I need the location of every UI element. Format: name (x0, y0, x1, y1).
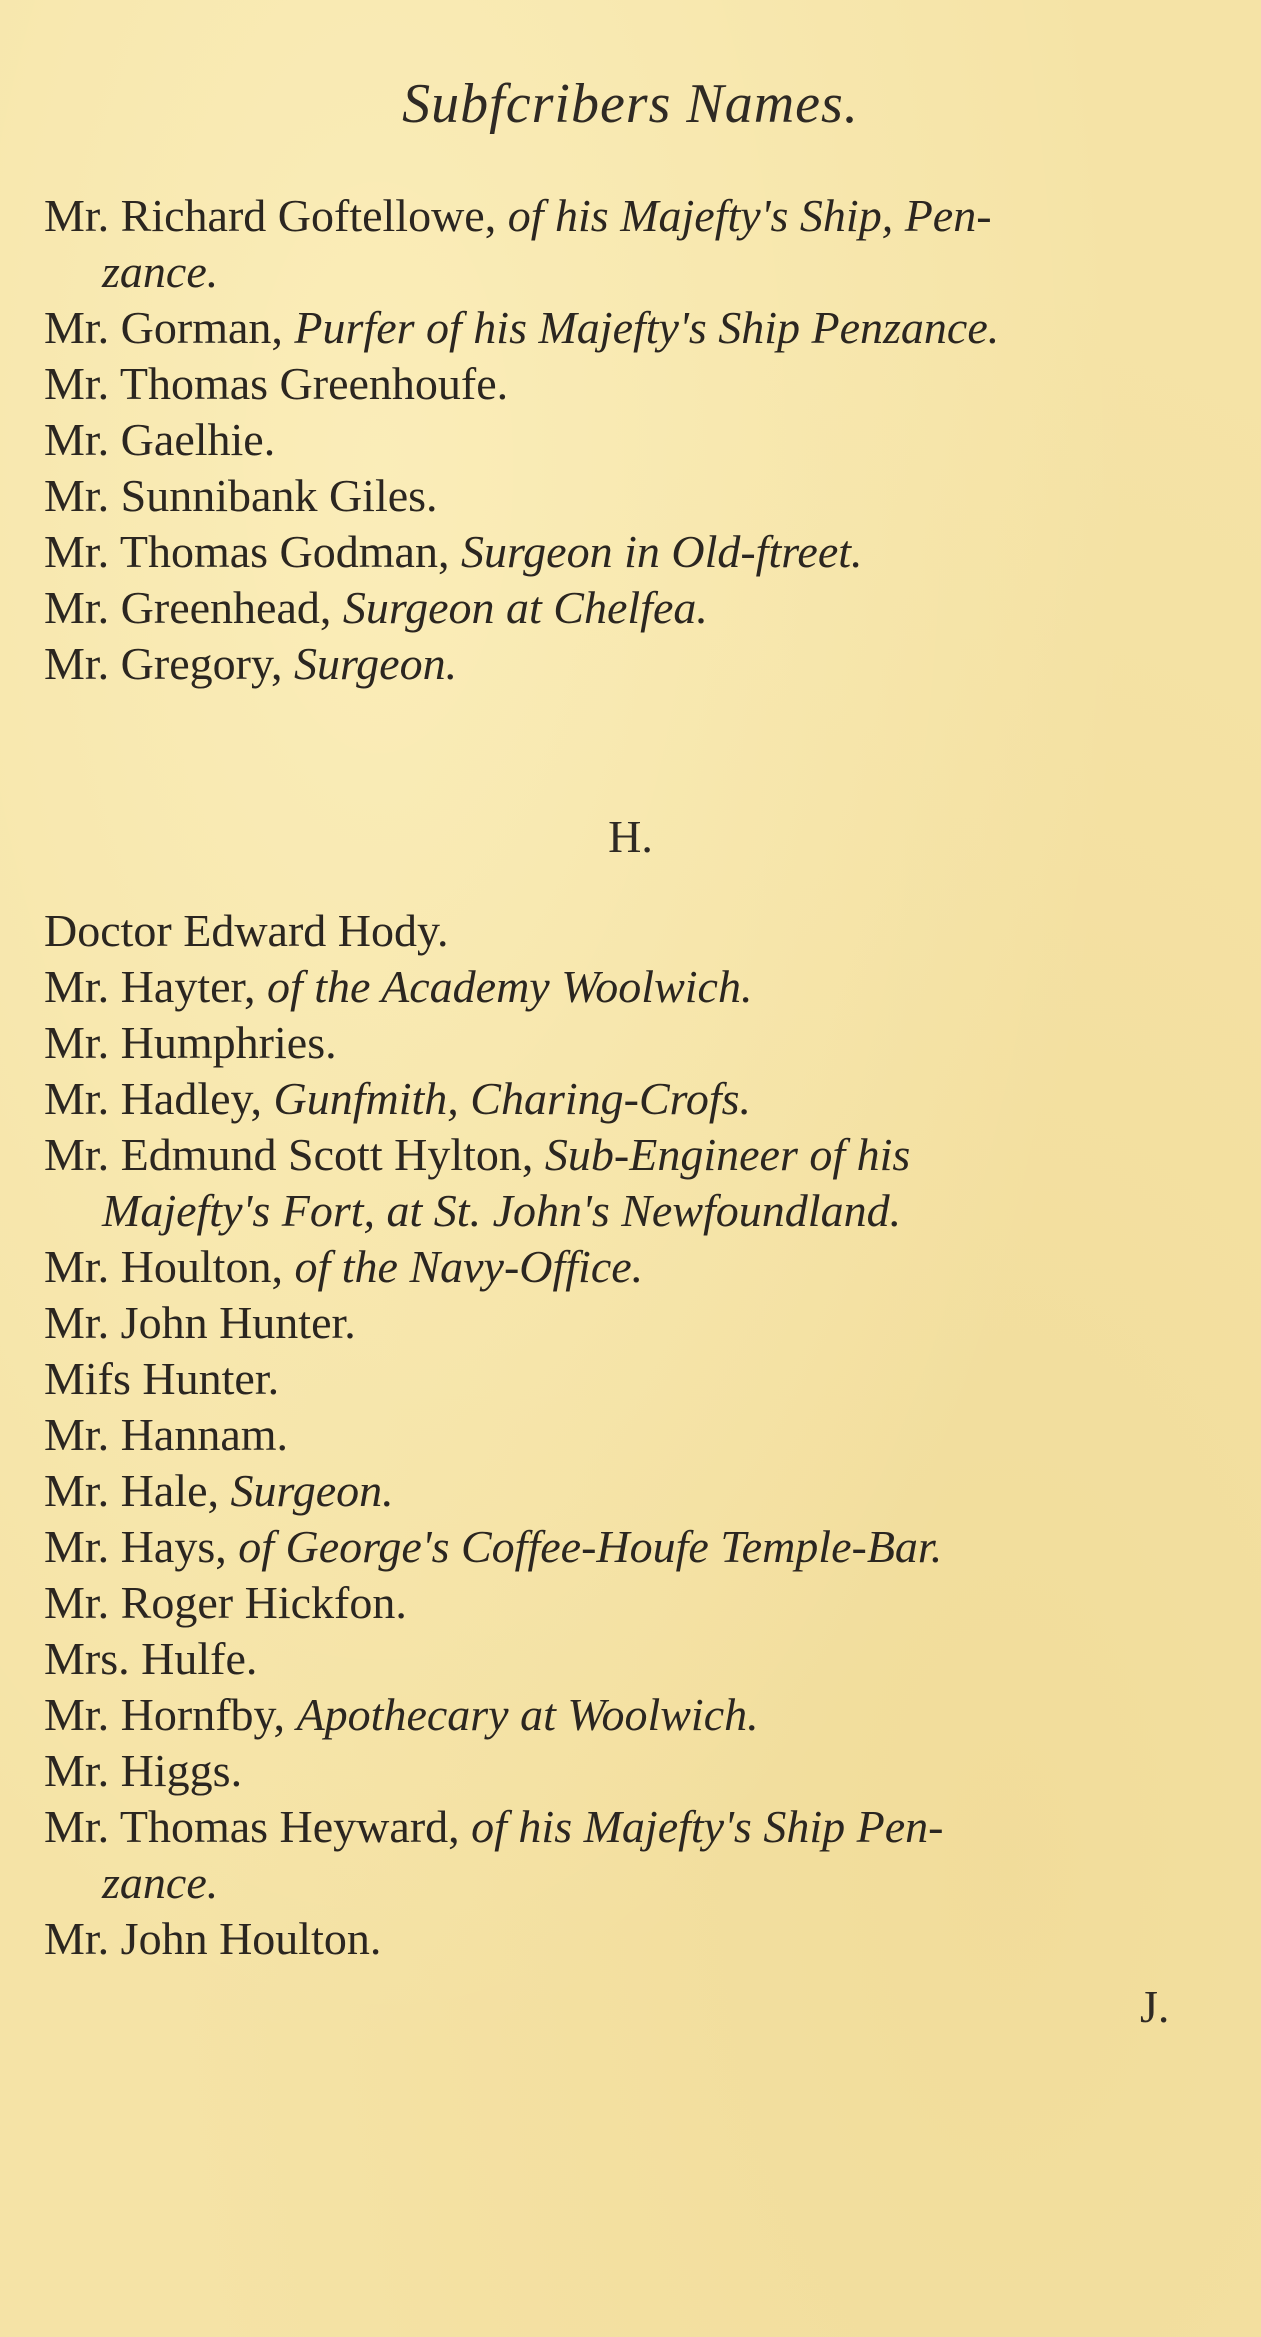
subscriber-entry (44, 1519, 1204, 1575)
subscriber-entry (44, 1687, 1204, 1743)
subscriber-entry (44, 524, 1204, 580)
subscriber-name: Mr. Humphries. (44, 1017, 337, 1068)
subscriber-name: Mr. Thomas Greenhoufe. (44, 358, 509, 409)
page-heading: Subfcribers Names. (402, 73, 859, 135)
subscriber-entry (44, 1575, 1204, 1631)
subscriber-entry (44, 636, 1204, 692)
subscriber-description: Purfer of his Majefty's Ship Penzance. (294, 302, 1000, 353)
subscriber-name: Mr. Edmund Scott Hylton, (44, 1129, 545, 1180)
subscriber-description: of his Majefty's Ship Pen- (471, 1801, 944, 1852)
subscriber-name: Mr. Houlton, (44, 1241, 295, 1292)
subscriber-name: Mr. Higgs. (44, 1745, 243, 1796)
subscriber-entry (44, 468, 1204, 524)
subscriber-description: of the Navy-Office. (294, 1241, 644, 1292)
subscriber-entry (44, 1743, 1204, 1799)
subscriber-name: Mr. Hadley, (44, 1073, 274, 1124)
catchword: J. (1140, 1981, 1170, 2032)
subscriber-entry (44, 300, 1204, 356)
subscriber-entry (44, 1127, 1204, 1239)
subscriber-description: Surgeon. (230, 1465, 394, 1516)
subscriber-entry (44, 959, 1204, 1015)
subscriber-description: Gunfmith, Charing-Crofs. (273, 1073, 752, 1124)
subscriber-name: Mr. Richard Goftellowe, (44, 190, 508, 241)
subscriber-entry (44, 356, 1204, 412)
subscriber-description-continued: zance. (102, 1857, 219, 1908)
subscriber-name: Mr. Sunnibank Giles. (44, 470, 438, 521)
subscriber-name: Mr. Gorman, (44, 302, 295, 353)
subscriber-name: Mr. Hale, (44, 1465, 231, 1516)
subscriber-list-g (44, 188, 1204, 692)
subscriber-name: Mr. Hays, (44, 1521, 239, 1572)
subscriber-description: Surgeon at Chelfea. (342, 582, 708, 633)
subscriber-name: Mr. Roger Hickfon. (44, 1577, 407, 1628)
subscriber-description: of his Majefty's Ship, Pen- (507, 190, 992, 241)
subscriber-description: Apothecary at Woolwich. (296, 1689, 759, 1740)
subscriber-name: Mr. John Houlton. (44, 1913, 382, 1964)
subscriber-name: Doctor Edward Hody. (44, 905, 449, 956)
subscriber-entry (44, 1071, 1204, 1127)
subscriber-entry (44, 1631, 1204, 1687)
subscriber-name: Mrs. Hulfe. (44, 1633, 258, 1684)
subscriber-name: Mr. Hornfby, (44, 1689, 297, 1740)
subscriber-name: Mr. Gregory, (44, 638, 294, 689)
subscriber-description: Sub-Engineer of his (544, 1129, 911, 1180)
subscriber-name: Mifs Hunter. (44, 1353, 280, 1404)
subscriber-description-continued: zance. (102, 246, 219, 297)
subscriber-entry (44, 412, 1204, 468)
section-letter-h: H. (608, 811, 653, 862)
subscriber-entry (44, 580, 1204, 636)
subscriber-name: Mr. Gaelhie. (44, 414, 276, 465)
subscriber-entry (44, 1239, 1204, 1295)
subscriber-entry (44, 1799, 1204, 1911)
subscriber-entry (44, 903, 1204, 959)
subscriber-entry (44, 1407, 1204, 1463)
subscriber-entry (44, 1463, 1204, 1519)
subscriber-description: of the Academy Woolwich. (267, 961, 753, 1012)
subscriber-name: Mr. John Hunter. (44, 1297, 356, 1348)
subscriber-description: Surgeon in Old-ftreet. (460, 526, 863, 577)
subscriber-name: Mr. Thomas Heyward, (44, 1801, 472, 1852)
subscriber-name: Mr. Thomas Godman, (44, 526, 461, 577)
subscriber-description-continued: Majefty's Fort, at St. John's Newfoundland. (102, 1185, 902, 1236)
subscriber-entry (44, 1351, 1204, 1407)
subscriber-list-h (44, 903, 1204, 1967)
subscriber-name: Mr. Hayter, (44, 961, 267, 1012)
subscriber-entry (44, 1911, 1204, 1967)
subscriber-name: Mr. Greenhead, (44, 582, 343, 633)
subscriber-description: Surgeon. (293, 638, 458, 689)
subscriber-description: of George's Coffee-Houfe Temple-Bar. (238, 1521, 943, 1572)
subscriber-entry (44, 188, 1204, 300)
subscriber-entry (44, 1015, 1204, 1071)
subscriber-entry (44, 1295, 1204, 1351)
subscriber-name: Mr. Hannam. (44, 1409, 289, 1460)
